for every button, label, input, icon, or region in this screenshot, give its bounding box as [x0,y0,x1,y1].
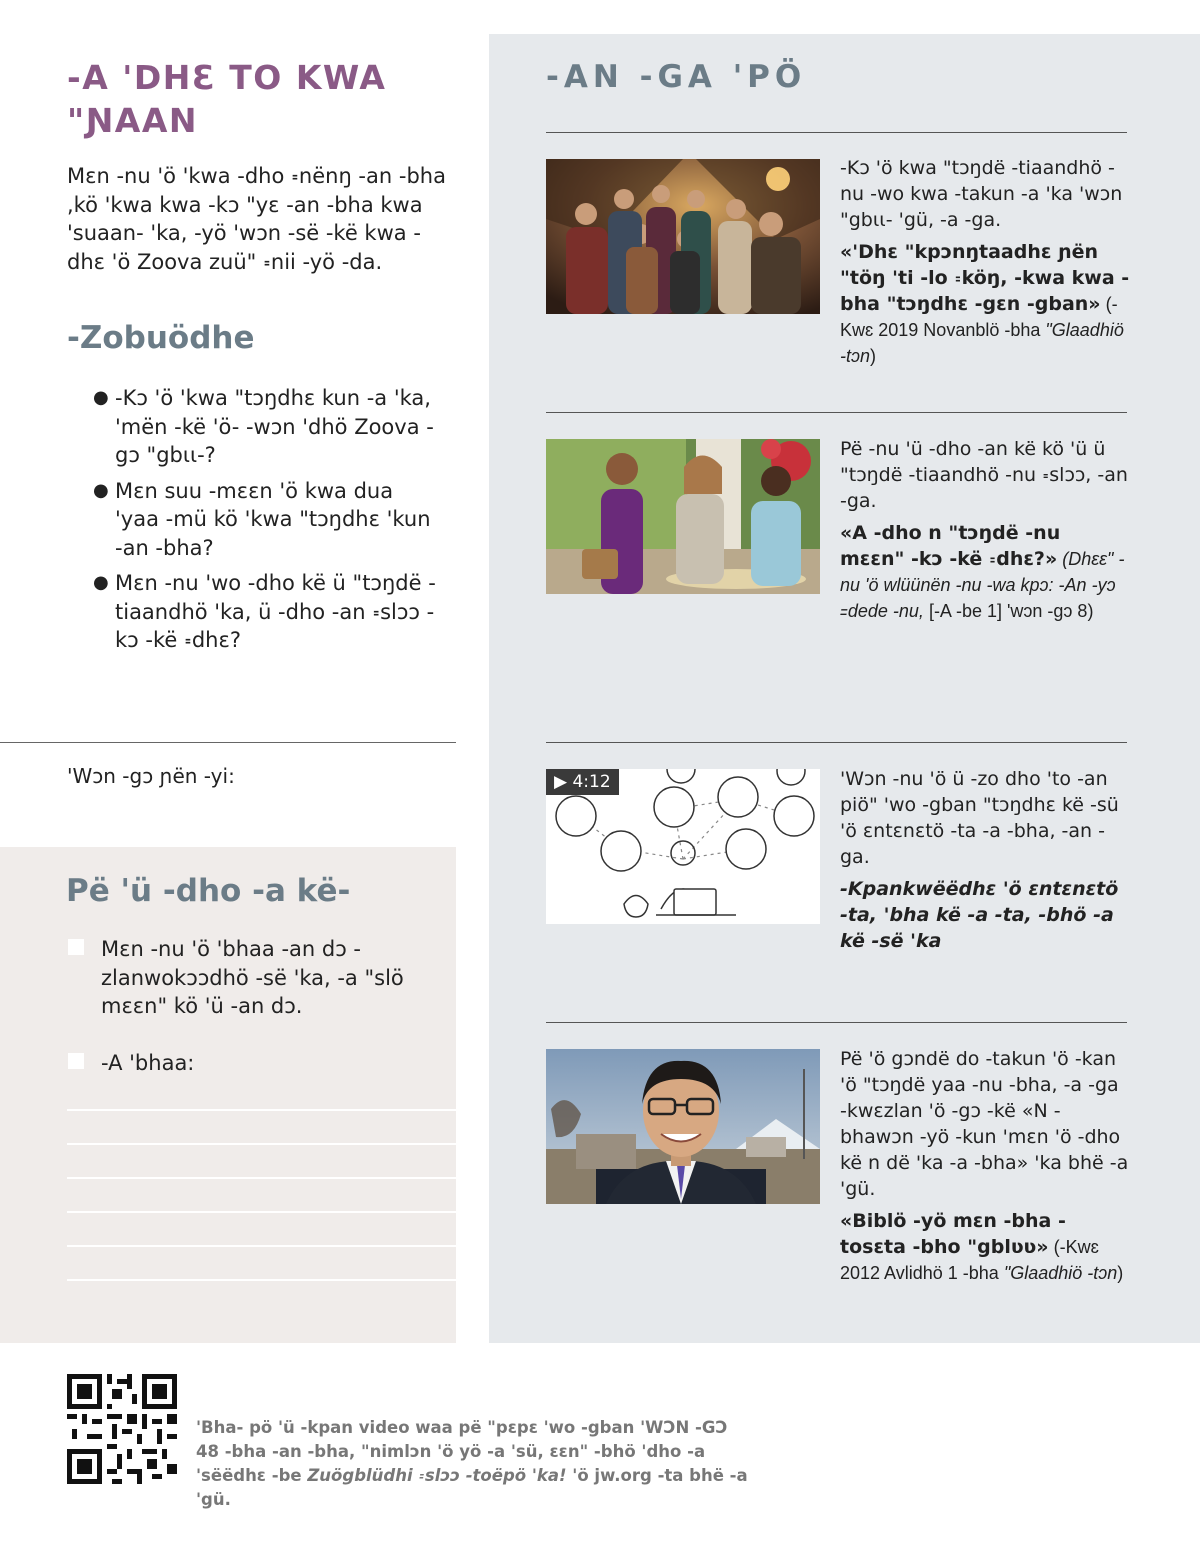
resource-text [840,766,1130,954]
resource-text [840,436,1130,624]
writing-line[interactable] [67,1177,456,1179]
divider [546,132,1127,133]
man-portrait-photo[interactable] [546,1049,820,1204]
list-item [93,569,443,655]
divider [0,742,456,743]
video-duration: 4:12 [572,772,611,792]
writing-line[interactable] [67,1279,456,1281]
resource-description: -Kɔ 'ö kwa "tɔŋdë -tiaandhö -nu -wo kwa -takun -a 'ka 'wɔn "gbɩɩ- 'gü, -a -ga. [840,157,1123,231]
citation-end: ) [870,346,877,366]
resource-citation[interactable] [840,520,1130,624]
todo-item [68,935,428,1021]
resource-description: 'Wɔn -nu 'ö ü -zo dho 'to -an piö" 'wo -gban "tɔŋdhɛ kë -sü 'ö ɛntɛnɛtö -ta -a -bha, -an -ga. [840,768,1119,868]
list-item [93,384,443,470]
divider [546,742,1127,743]
video-title[interactable]: -Kpankwëëdhɛ 'ö ɛntɛnɛtö -ta, 'bha kë -a -ta, -bhö -a kë -së 'ka [840,878,1119,952]
todo-item-text: -A 'bhaa: [101,1051,195,1075]
resource-text [840,155,1130,369]
footer-text-start: 'Bha- pö 'ü -kpan video waa pë "pɛpɛ 'wo -gban 'WƆN -GƆ 48 -bha -an -bha, "nimlɔn 'ö yö -a 'sü, ɛɛn" -bhö 'dho -a 'sëëdhɛ -be [196,1418,728,1485]
writing-line[interactable] [67,1245,456,1247]
resource-description: Pë 'ö gɔndë do -takun 'ö -kan 'ö "tɔŋdë yaa -nu -bha, -a -ga -kwɛzlan 'ö -gɔ -kë «N -bhawɔn -yö -kun 'mɛn 'ö -dho kë n dë 'ka -a -bha» 'ka bhë -a 'gü. [840,1048,1129,1200]
three-friends-photo[interactable] [546,439,820,594]
resource-text [840,1046,1130,1286]
footer-text-end: 'ö jw.org -ta bhë -a 'gü. [196,1466,748,1509]
family-group-photo[interactable] [546,159,820,314]
question-text: Mɛn -nu 'wo -dho kë ü "tɔŋdë -tiaandhö 'ka, ü -dho -an ꞊slɔɔ -kɔ -kë ꞊dhɛ? [115,571,436,652]
writing-line[interactable] [67,1211,456,1213]
todo-heading: Pë 'ü -dho -a kë- [66,873,351,909]
bullet-icon: ● [93,572,109,593]
todo-item-text: Mɛn -nu 'ö 'bhaa -an dɔ -zlanwokɔɔdhö -së 'ka, -a "slö mɛɛn" kö 'ü -an dɔ. [101,937,404,1018]
writing-line[interactable] [67,1109,456,1111]
article-title[interactable]: «'Dhɛ "kpɔnŋtaadhɛ ɲën "töŋ 'ti -lo ꞊köŋ, -kwa kwa -bha "tɔŋdhɛ -gɛn -gban» [840,241,1130,315]
qr-code-icon[interactable] [67,1374,177,1484]
footer-note [196,1416,756,1512]
citation-end: ) [1117,1263,1124,1283]
citation-source: (Dhɛɛ" -nu 'ö wlüünën -nu -wa kpɔ: -An -yɔ ꞊dede -nu, [840,549,1125,621]
resource-citation[interactable] [840,876,1130,954]
video-series-title[interactable]: Zuögblüdhi ꞊slɔɔ -toëpö 'ka! [307,1466,567,1485]
page-title: -A 'DHƐ TO KWA "ƝAAN [67,58,387,140]
article-title[interactable]: «A -dho n "tɔŋdë -nu mɛɛn" -kɔ -kë ꞊dhɛ?» [840,522,1061,570]
writing-line[interactable] [67,1143,456,1145]
bullet-icon: ● [93,479,109,501]
resource-citation[interactable] [840,239,1130,369]
divider [546,412,1127,413]
question-text: Mɛn suu -mɛɛn 'ö kwa dua 'yaa -mü kö 'kwa "tɔŋdhɛ 'kun -an -bha? [115,478,431,560]
list-item [93,477,443,563]
resources-heading: -AN -GA 'PÖ [546,59,807,95]
checkbox[interactable] [68,939,84,955]
intro-paragraph: Mɛn -nu 'ö 'kwa -dho ꞊nënŋ -an -bha ,kö 'kwa kwa -kɔ "yɛ -an -bha kwa 'suaan- 'ka, -yö 'wɔn -së -kë kwa -dhɛ 'ö Zoova zuü" ꞊nii -yö -da. [67,164,446,274]
resource-citation[interactable] [840,1208,1130,1286]
todo-panel-background [0,847,456,1343]
question-text: -Kɔ 'ö 'kwa "tɔŋdhɛ kun -a 'ka, 'mën -kë 'ö- -wɔn 'dhö Zoova -gɔ "gbɩɩ-? [115,386,434,467]
citation-source: (-Kwɛ 2019 Novanblö -bha [840,294,1118,340]
play-icon: ▶ [554,772,568,792]
notes-label: 'Wɔn -gɔ ɲën -yi: [67,764,235,788]
divider [546,1022,1127,1023]
citation-end: [-A -be 1] 'wɔn -gɔ 8) [923,601,1094,621]
bullet-icon: ● [93,387,109,408]
resource-description: Pë -nu 'ü -dho -an kë kö 'ü ü "tɔŋdë -tiaandhö -nu ꞊slɔɔ, -an -ga. [840,438,1128,512]
citation-source: (-Kwɛ 2012 Avlidhö 1 -bha [840,1237,1099,1283]
magazine-name: "Glaadhiö -tɔn [840,320,1124,366]
checkbox[interactable] [68,1053,84,1069]
magazine-name: "Glaadhiö -tɔn [1003,1263,1118,1283]
questions-heading: -Zobuödhe [67,320,255,356]
online-friends-illustration[interactable] [546,769,820,924]
todo-item [68,1049,428,1078]
video-duration-badge[interactable] [546,769,619,795]
review-questions-list [93,384,443,662]
article-title[interactable]: «Biblö -yö mɛn -bha -tosɛta -bho "gblʋʋ» [840,1210,1066,1258]
